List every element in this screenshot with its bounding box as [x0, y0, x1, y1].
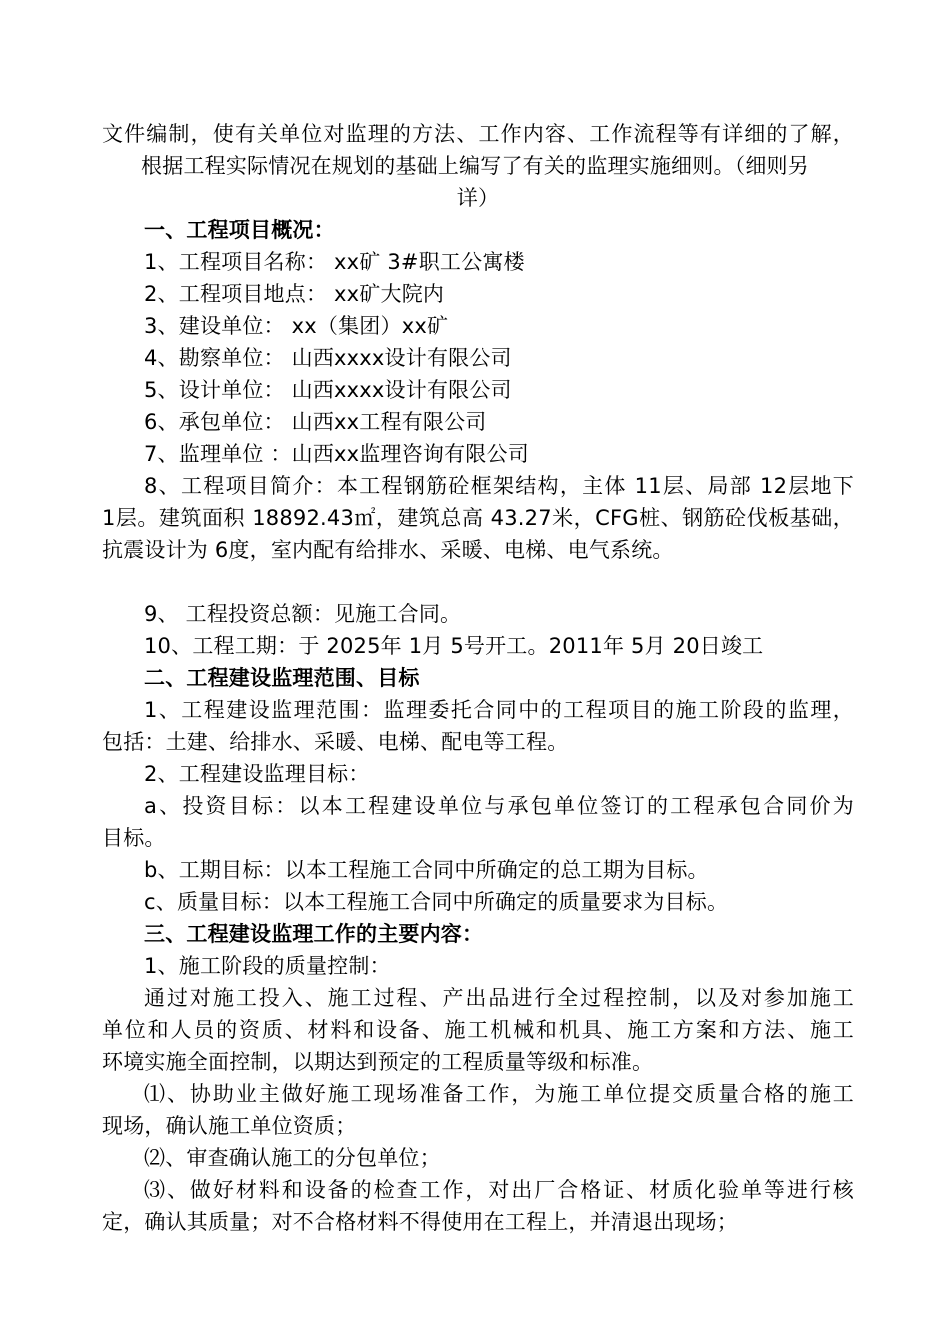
scope-line-1: 1、工程建设监理范围：监理委托合同中的工程项目的施工阶段的监理，	[144, 698, 854, 722]
project-summary-line-3: 抗震设计为 6度，室内配有给排水、采暖、电梯、电气系统。	[102, 538, 674, 562]
blank-line	[102, 566, 854, 598]
item-1-line-2: 现场，确认施工单位资质；	[102, 1114, 357, 1138]
design-unit: 5、设计单位： 山西xxxx设计有限公司	[144, 378, 512, 402]
project-name: 1、工程项目名称： xx矿 3#职工公寓楼	[144, 250, 525, 274]
goal-investment-line-2: 目标。	[102, 826, 166, 850]
scope-line-2: 包括：土建、给排水、采暖、电梯、配电等工程。	[102, 730, 569, 754]
section-1-heading: 一、工程项目概况：	[144, 218, 335, 242]
project-summary-line-2: 1层。建筑面积 18892.43㎡，建筑总高 43.27米，CFG桩、钢筋砼伐板基础，	[102, 506, 854, 530]
quality-para-line-2: 单位和人员的资质、材料和设备、施工机械和机具、施工方案和方法、施工	[102, 1018, 854, 1042]
goal-investment-line-1: a、投资目标：以本工程建设单位与承包单位签订的工程承包合同价为	[144, 794, 854, 818]
quality-para-line-1: 通过对施工投入、施工过程、产出品进行全过程控制，以及对参加施工	[144, 986, 854, 1010]
item-2: ⑵、审查确认施工的分包单位；	[144, 1146, 441, 1170]
quality-para-line-3: 环境实施全面控制，以期达到预定的工程质量等级和标准。	[102, 1050, 654, 1074]
goal-quality: c、质量目标：以本工程施工合同中所确定的质量要求为目标。	[144, 890, 729, 914]
project-location: 2、工程项目地点： xx矿大院内	[144, 282, 445, 306]
intro-line-3: 详）	[456, 186, 500, 210]
intro-line-1: 文件编制，使有关单位对监理的方法、工作内容、工作流程等有详细的了解，	[102, 122, 854, 146]
section-2-heading: 二、工程建设监理范围、目标	[144, 666, 420, 690]
supervision-unit: 7、监理单位 ：山西xx监理咨询有限公司	[144, 442, 529, 466]
intro-line-2: 根据工程实际情况在规划的基础上编写了有关的监理实施细则。（细则另	[141, 154, 809, 178]
construction-unit: 3、建设单位： xx（集团）xx矿	[144, 314, 449, 338]
item-3-line-2: 定，确认其质量；对不合格材料不得使用在工程上，并清退出现场；	[102, 1210, 738, 1234]
item-1-line-1: ⑴、协助业主做好施工现场准备工作，为施工单位提交质量合格的施工	[144, 1082, 854, 1106]
project-summary-line-1: 8、工程项目简介：本工程钢筋砼框架结构，主体 11层、局部 12层地下	[144, 474, 854, 498]
contractor-unit: 6、承包单位： 山西xx工程有限公司	[144, 410, 487, 434]
investment-total: 9、 工程投资总额：见施工合同。	[144, 602, 462, 626]
document-page	[102, 118, 854, 1238]
item-3-line-1: ⑶、做好材料和设备的检查工作，对出厂合格证、材质化验单等进行核	[144, 1178, 854, 1202]
section-3-heading: 三、工程建设监理工作的主要内容：	[144, 922, 484, 946]
goal-schedule: b、工期目标：以本工程施工合同中所确定的总工期为目标。	[144, 858, 709, 882]
quality-control-title: 1、施工阶段的质量控制：	[144, 954, 391, 978]
goal-title: 2、工程建设监理目标：	[144, 762, 370, 786]
survey-unit: 4、勘察单位： 山西xxxx设计有限公司	[144, 346, 512, 370]
project-duration: 10、工程工期：于 2025年 1月 5号开工。2011年 5月 20日竣工	[144, 634, 764, 658]
